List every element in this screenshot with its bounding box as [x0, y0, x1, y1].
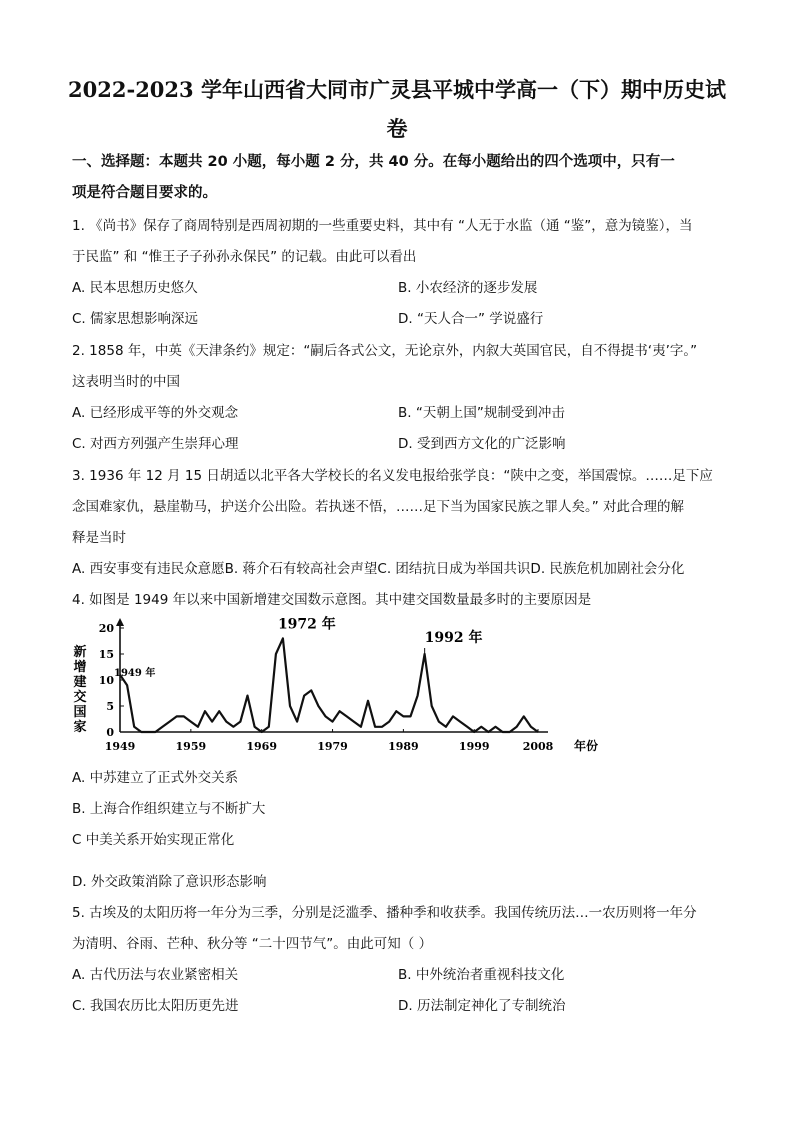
q4-option-d: D. 外交政策消除了意识形态影响: [72, 874, 267, 890]
q2-option-b: B. “天朝上国”规制受到冲击: [398, 405, 565, 421]
y-tick-label: 20: [98, 622, 114, 635]
chart-annotation: 1992 年: [424, 630, 483, 646]
chart-annotation: 1972 年: [277, 616, 336, 633]
q2-option-a: A. 已经形成平等的外交观念: [72, 405, 239, 421]
new-diplomatic-relations-chart: [68, 614, 628, 764]
q4-option-c: C 中美关系开始实现正常化: [72, 832, 235, 848]
q5-stem-line1: 5. 古埃及的太阳历将一年分为三季，分别是泛滥季、播种季和收获季。我国传统历法…一农历则将一年分: [72, 905, 697, 921]
q5-stem-line2: 为清明、谷雨、芒种、秋分等 “二十四节气”。由此可知（ ）: [72, 936, 433, 952]
q1-option-d: D. “天人合一” 学说盛行: [398, 311, 544, 327]
y-axis-label-char: 建: [73, 675, 87, 690]
y-axis-label-char: 增: [73, 660, 87, 675]
x-tick-label: 2008: [522, 740, 554, 753]
q3-options: A. 西安事变有违民众意愿B. 蒋介石有较高社会声望C. 团结抗日成为举国共识D. 民族危机加剧社会分化: [72, 561, 685, 577]
y-tick-label: 15: [98, 648, 114, 661]
q3-stem-line3: 释是当时: [72, 530, 126, 546]
q1-stem-line2: 于民监” 和 “惟王子子孙孙永保民” 的记载。由此可以看出: [72, 249, 417, 265]
q4-option-a: A. 中苏建立了正式外交关系: [72, 770, 239, 786]
q5-option-c: C. 我国农历比太阳历更先进: [72, 998, 239, 1014]
q2-option-d: D. 受到西方文化的广泛影响: [398, 436, 566, 452]
q4-option-b: B. 上海合作组织建立与不断扩大: [72, 801, 266, 817]
q4-stem-line1: 4. 如图是 1949 年以来中国新增建交国数示意图。其中建交国数量最多时的主要原因是: [72, 592, 592, 608]
q3-stem-line1: 3. 1936 年 12 月 15 日胡适以北平各大学校长的名义发电报给张学良：“陕中之变，举国震惊。……足下应: [72, 468, 713, 484]
exam-title-line1: 2022-2023 学年山西省大同市广灵县平城中学高一（下）期中历史试: [68, 77, 726, 102]
q5-option-a: A. 古代历法与农业紧密相关: [72, 967, 239, 983]
y-tick-label: 0: [106, 726, 114, 739]
y-tick-label: 10: [98, 674, 114, 687]
q3-stem-line2: 念国难家仇，悬崖勒马，护送介公出险。若执迷不悟，……足下当为国家民族之罪人矣。” 对此合理的解: [72, 499, 685, 515]
x-tick-label: 1989: [388, 740, 419, 753]
y-axis-label-char: 新: [73, 645, 87, 660]
y-axis-arrow: [116, 618, 124, 626]
x-tick-label: 1969: [246, 740, 278, 753]
q1-stem-line1: 1. 《尚书》保存了商周特别是西周初期的一些重要史料，其中有 “人无于水监（通 “鉴”，意为镜鉴），当: [72, 218, 693, 234]
chart-annotation: 1949 年: [114, 668, 156, 679]
y-tick-label: 5: [106, 700, 114, 713]
x-axis-label: 年份: [573, 739, 599, 753]
y-axis-label-char: 国: [73, 705, 87, 720]
y-axis-label-char: 家: [73, 720, 87, 735]
exam-title-line2: 卷: [386, 116, 408, 141]
section-heading-line2: 项是符合题目要求的。: [72, 185, 217, 201]
section-heading-line1: 一、选择题：本题共 20 小题，每小题 2 分，共 40 分。在每小题给出的四个选项中，只有一: [72, 154, 675, 170]
q5-option-d: D. 历法制定神化了专制统治: [398, 998, 566, 1014]
q2-stem-line1: 2. 1858 年，中英《天津条约》规定：“嗣后各式公文，无论京外，内叙大英国官民，自不得提书‘夷’字。”: [72, 343, 698, 359]
q1-option-c: C. 儒家思想影响深远: [72, 311, 199, 327]
q1-option-a: A. 民本思想历史悠久: [72, 280, 198, 296]
y-axis-label-char: 交: [73, 690, 87, 705]
series-line: [120, 638, 538, 732]
q5-option-b: B. 中外统治者重视科技文化: [398, 967, 565, 983]
x-tick-label: 1999: [458, 740, 490, 753]
x-tick-label: 1959: [175, 740, 207, 753]
x-tick-label: 1949: [104, 740, 136, 753]
x-tick-label: 1979: [317, 740, 348, 753]
q2-stem-line2: 这表明当时的中国: [72, 374, 180, 390]
q2-option-c: C. 对西方列强产生崇拜心理: [72, 436, 239, 452]
q1-option-b: B. 小农经济的逐步发展: [398, 280, 538, 296]
